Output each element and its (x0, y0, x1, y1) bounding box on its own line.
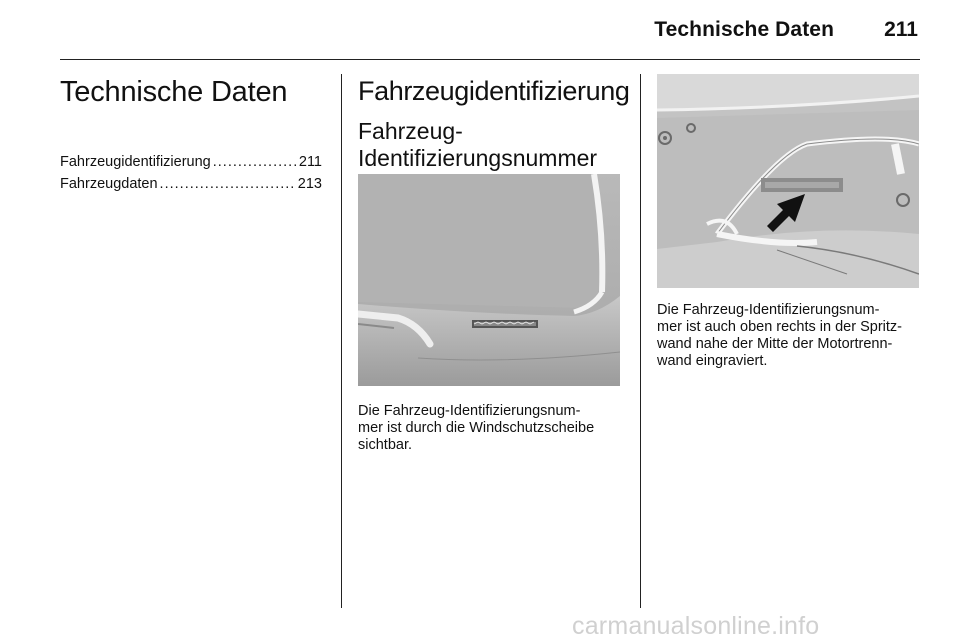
header-rule (60, 59, 920, 60)
caption-line: sichtbar. (358, 437, 412, 453)
caption-line: Die Fahrzeug-Identifizierungsnum- (657, 302, 880, 318)
caption-line: wand eingraviert. (657, 353, 768, 369)
caption-line: Die Fahrzeug-Identifizierungsnum- (358, 403, 581, 419)
toc-leader-dots (213, 151, 297, 173)
table-of-contents (60, 151, 322, 195)
windshield-vin-illustration (358, 174, 620, 386)
subsection-title-line: Fahrzeug- (358, 118, 463, 144)
subsection-title (358, 118, 628, 172)
column-divider (640, 74, 641, 608)
section-title: Fahrzeugidentifizierung (358, 76, 630, 106)
firewall-vin-illustration (657, 74, 919, 288)
figure-caption (657, 302, 923, 370)
toc-leader-dots (160, 173, 296, 195)
toc-entry[interactable] (60, 151, 322, 173)
running-header-title: Technische Daten (654, 18, 834, 41)
toc-entry-label: Fahrzeugdaten (60, 176, 158, 192)
caption-line: mer ist auch oben rechts in der Spritz- (657, 319, 902, 335)
toc-entry-page: 211 (298, 154, 322, 170)
caption-line: mer ist durch die Windschutzscheibe (358, 420, 595, 436)
figure-caption (358, 403, 626, 454)
column-divider (341, 74, 342, 608)
page-number: 211 (884, 18, 918, 41)
toc-entry-page: 213 (297, 176, 322, 192)
toc-entry[interactable] (60, 173, 322, 195)
caption-line: wand nahe der Mitte der Motortrenn- (657, 336, 893, 352)
subsection-title-line: Identifizierungsnummer (358, 145, 598, 171)
toc-entry-label: Fahrzeugidentifizierung (60, 154, 211, 170)
watermark-url: carmanualsonline.info (572, 612, 820, 640)
chapter-title: Technische Daten (60, 76, 288, 108)
